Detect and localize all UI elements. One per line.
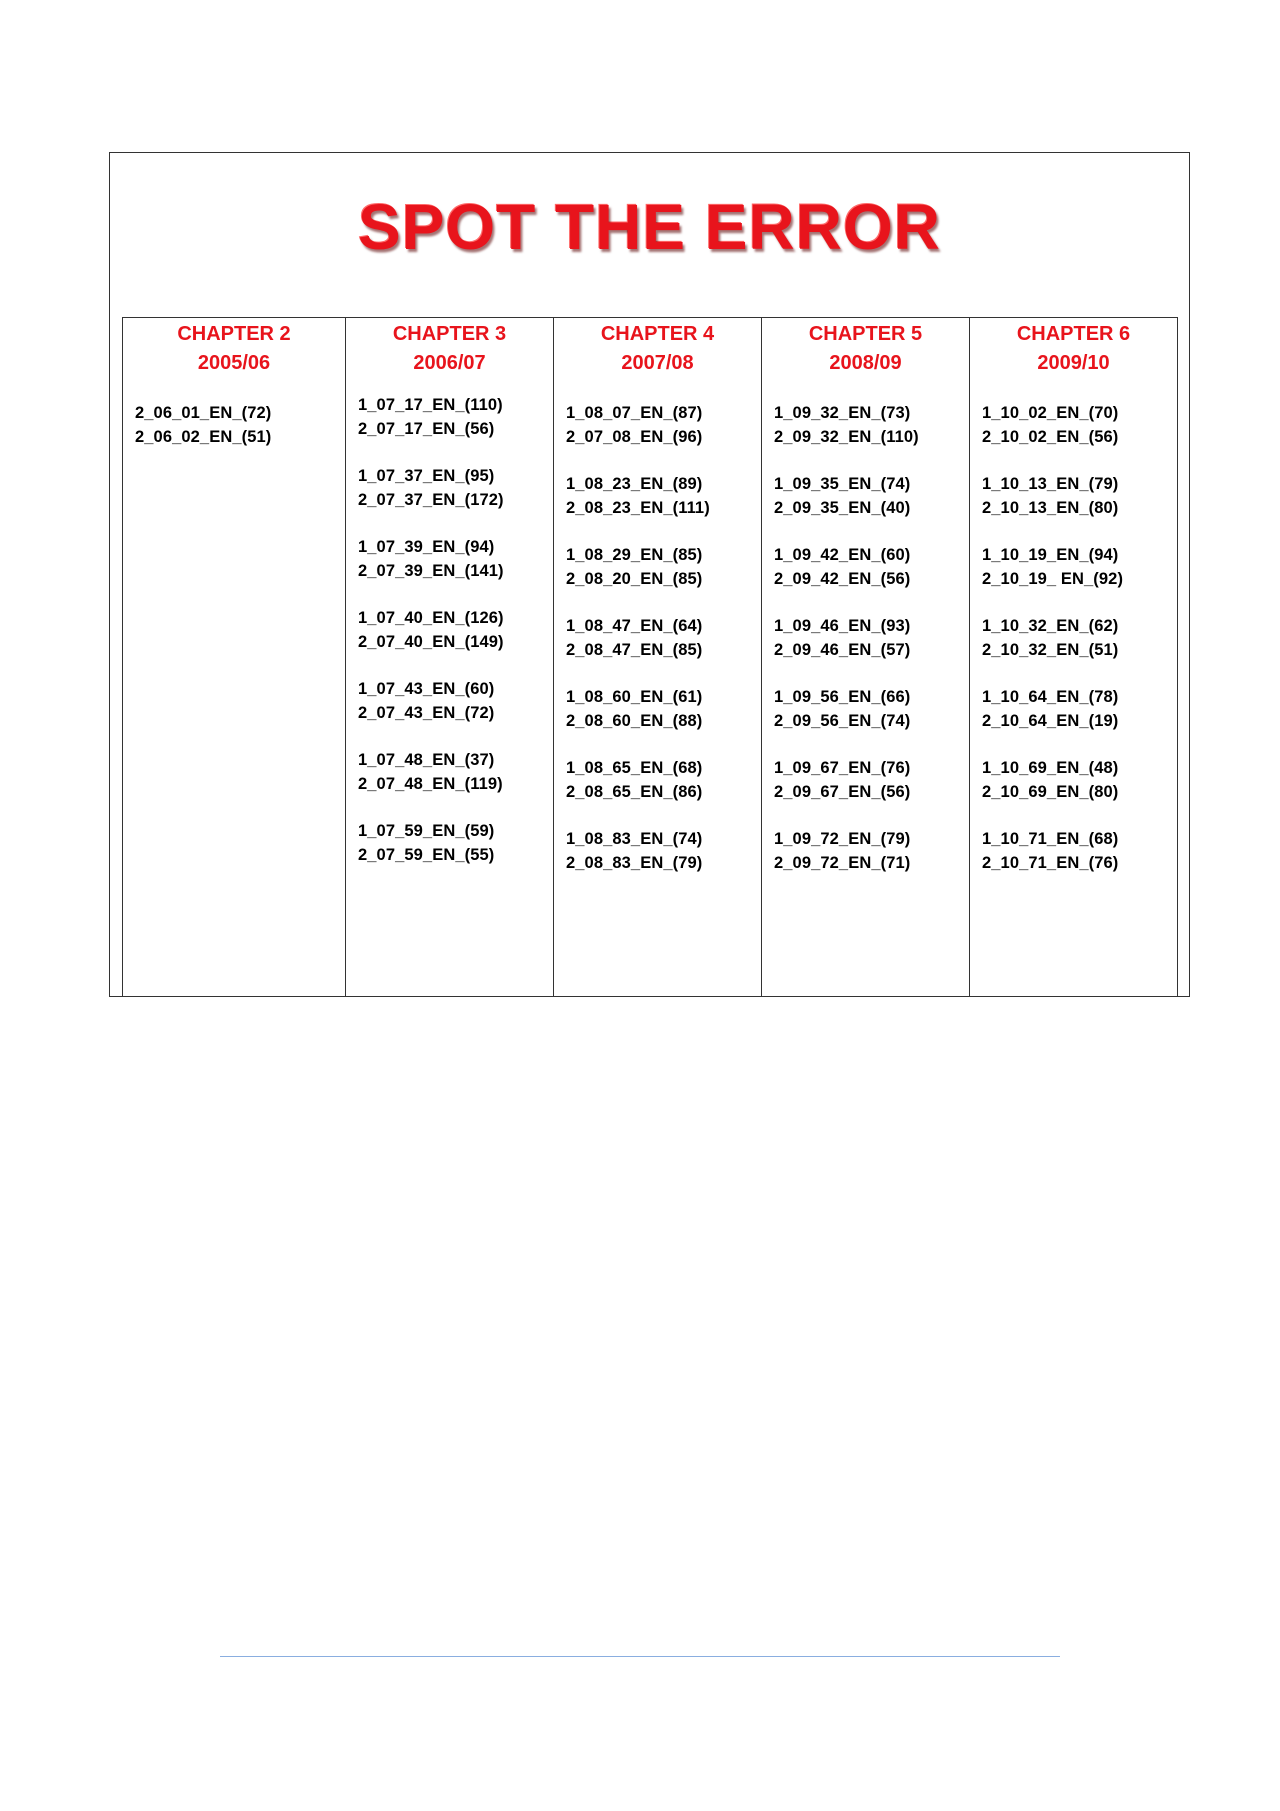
entry-code: 2_07_17_EN_(56) — [358, 420, 495, 438]
entry-list — [554, 401, 761, 875]
entry-code: 1_09_72_EN_(79) — [774, 830, 911, 848]
entry-list — [762, 401, 969, 875]
entry-code: 1_10_32_EN_(62) — [982, 617, 1119, 635]
entry-pair — [358, 393, 553, 441]
entry-pair — [982, 614, 1177, 662]
entry-code: 2_10_69_EN_(80) — [982, 783, 1119, 801]
entry-code: 2_09_67_EN_(56) — [774, 783, 911, 801]
entry-pair — [774, 472, 969, 520]
entry-code: 1_08_07_EN_(87) — [566, 404, 703, 422]
entry-code: 2_08_23_EN_(111) — [566, 499, 710, 517]
chapter-label: CHAPTER 5 — [808, 323, 923, 345]
entry-pair — [982, 827, 1177, 875]
entry-code: 1_09_56_EN_(66) — [774, 688, 911, 706]
chapter-heading — [762, 318, 969, 378]
chapter-heading — [554, 318, 761, 378]
entry-code: 2_07_48_EN_(119) — [358, 775, 503, 793]
chapter-column — [554, 318, 762, 996]
entry-pair — [566, 543, 761, 591]
entry-code: 2_08_65_EN_(86) — [566, 783, 703, 801]
entry-code: 2_07_40_EN_(149) — [358, 633, 504, 651]
entry-list — [346, 393, 553, 867]
chapter-heading — [346, 318, 553, 378]
entry-pair — [566, 401, 761, 449]
entry-code: 2_06_01_EN_(72) — [135, 404, 272, 422]
entry-code: 2_10_02_EN_(56) — [982, 428, 1119, 446]
entry-code: 1_07_17_EN_(110) — [358, 396, 503, 414]
entry-pair — [774, 614, 969, 662]
entry-code: 1_07_59_EN_(59) — [358, 822, 495, 840]
entry-pair — [982, 756, 1177, 804]
entry-code: 2_06_02_EN_(51) — [135, 428, 272, 446]
entry-code: 1_08_29_EN_(85) — [566, 546, 703, 564]
entry-code: 2_08_20_EN_(85) — [566, 570, 703, 588]
entry-code: 2_09_46_EN_(57) — [774, 641, 911, 659]
entry-pair — [358, 606, 553, 654]
entry-pair — [982, 685, 1177, 733]
entry-pair — [135, 401, 345, 449]
chapter-year: 2007/08 — [621, 352, 694, 374]
entry-pair — [774, 401, 969, 449]
entry-code: 1_10_71_EN_(68) — [982, 830, 1119, 848]
entry-code: 2_09_42_EN_(56) — [774, 570, 911, 588]
entry-pair — [982, 401, 1177, 449]
entry-code: 2_10_71_EN_(76) — [982, 854, 1119, 872]
entry-pair — [358, 748, 553, 796]
entry-code: 2_08_60_EN_(88) — [566, 712, 703, 730]
entry-code: 1_07_37_EN_(95) — [358, 467, 495, 485]
entry-code: 2_09_35_EN_(40) — [774, 499, 911, 517]
chapter-column — [970, 318, 1177, 996]
entry-code: 1_10_02_EN_(70) — [982, 404, 1119, 422]
footer-rule — [220, 1656, 1060, 1657]
entry-code: 2_09_32_EN_(110) — [774, 428, 919, 446]
entry-code: 2_07_43_EN_(72) — [358, 704, 495, 722]
entry-list — [970, 401, 1177, 875]
entry-code: 2_07_08_EN_(96) — [566, 428, 703, 446]
entry-pair — [774, 827, 969, 875]
chapter-column — [346, 318, 554, 996]
chapter-table — [122, 317, 1178, 997]
entry-pair — [358, 819, 553, 867]
entry-code: 2_07_59_EN_(55) — [358, 846, 495, 864]
entry-code: 2_08_47_EN_(85) — [566, 641, 703, 659]
entry-code: 1_10_13_EN_(79) — [982, 475, 1119, 493]
chapter-heading — [123, 318, 345, 378]
entry-code: 2_07_37_EN_(172) — [358, 491, 504, 509]
entry-pair — [982, 543, 1177, 591]
chapter-heading — [970, 318, 1177, 378]
chapter-column — [762, 318, 970, 996]
spot-the-error-frame — [109, 152, 1190, 997]
entry-code: 1_07_43_EN_(60) — [358, 680, 495, 698]
entry-code: 1_08_83_EN_(74) — [566, 830, 703, 848]
entry-code: 2_07_39_EN_(141) — [358, 562, 504, 580]
entry-code: 2_09_72_EN_(71) — [774, 854, 911, 872]
entry-code: 2_10_19_ EN_(92) — [982, 570, 1124, 588]
entry-pair — [774, 685, 969, 733]
entry-code: 1_07_48_EN_(37) — [358, 751, 495, 769]
entry-code: 1_07_39_EN_(94) — [358, 538, 495, 556]
entry-pair — [982, 472, 1177, 520]
entry-code: 1_08_23_EN_(89) — [566, 475, 703, 493]
entry-pair — [358, 535, 553, 583]
entry-code: 1_09_67_EN_(76) — [774, 759, 911, 777]
entry-pair — [566, 685, 761, 733]
chapter-label: CHAPTER 3 — [392, 323, 507, 345]
chapter-label: CHAPTER 2 — [177, 323, 291, 345]
entry-pair — [358, 464, 553, 512]
entry-pair — [566, 827, 761, 875]
entry-code: 1_08_47_EN_(64) — [566, 617, 703, 635]
entry-pair — [566, 472, 761, 520]
chapter-label: CHAPTER 6 — [1016, 323, 1131, 345]
chapter-year: 2005/06 — [197, 352, 271, 374]
entry-code: 2_10_32_EN_(51) — [982, 641, 1119, 659]
entry-code: 2_08_83_EN_(79) — [566, 854, 703, 872]
entry-pair — [358, 677, 553, 725]
entry-code: 1_09_32_EN_(73) — [774, 404, 911, 422]
entry-code: 2_10_64_EN_(19) — [982, 712, 1119, 730]
entry-code: 1_09_42_EN_(60) — [774, 546, 911, 564]
entry-code: 2_09_56_EN_(74) — [774, 712, 911, 730]
chapter-year: 2006/07 — [413, 352, 486, 374]
entry-code: 1_08_60_EN_(61) — [566, 688, 703, 706]
chapter-year: 2008/09 — [829, 352, 902, 374]
entry-pair — [774, 756, 969, 804]
page-title: SPOT THE ERROR — [358, 191, 941, 263]
entry-code: 1_07_40_EN_(126) — [358, 609, 504, 627]
entry-pair — [566, 756, 761, 804]
chapter-year: 2009/10 — [1037, 352, 1110, 374]
entry-pair — [566, 614, 761, 662]
chapter-label: CHAPTER 4 — [600, 323, 715, 345]
entry-code: 2_10_13_EN_(80) — [982, 499, 1119, 517]
entry-list — [123, 401, 345, 449]
entry-code: 1_08_65_EN_(68) — [566, 759, 703, 777]
entry-code: 1_10_64_EN_(78) — [982, 688, 1119, 706]
chapter-column — [123, 318, 346, 996]
entry-code: 1_10_69_EN_(48) — [982, 759, 1119, 777]
entry-pair — [774, 543, 969, 591]
entry-code: 1_10_19_EN_(94) — [982, 546, 1119, 564]
entry-code: 1_09_46_EN_(93) — [774, 617, 911, 635]
entry-code: 1_09_35_EN_(74) — [774, 475, 911, 493]
